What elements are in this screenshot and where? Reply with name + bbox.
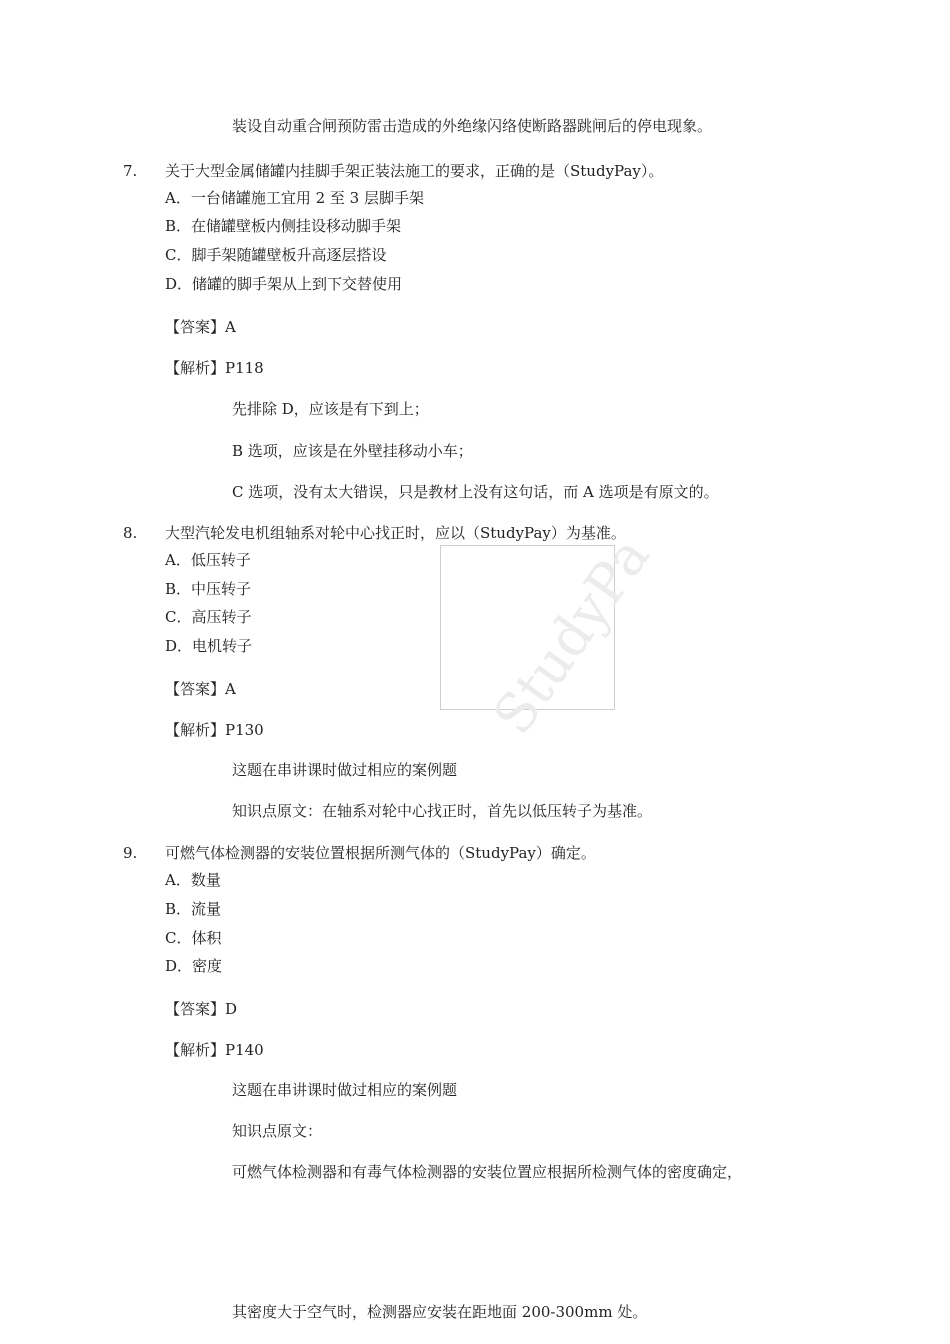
question-8-stem: 大型汽轮发电机组轴系对轮中心找正时，应以（StudyPay）为基准。 [165, 524, 626, 542]
question-9-note-4: 其密度大于空气时，检测器应安装在距地面 200-300mm 处。 [232, 1303, 648, 1321]
question-7-note-1: 先排除 D，应该是有下到上； [232, 400, 429, 418]
question-8-note-2: 知识点原文：在轴系对轮中心找正时，首先以低压转子为基准。 [232, 802, 653, 820]
question-9-number: 9. [123, 844, 138, 862]
question-7-note-2: B 选项，应该是在外壁挂移动小车； [232, 442, 473, 460]
watermark-image [440, 525, 662, 746]
question-7-note-3: C 选项，没有太大错误，只是教材上没有这句话，而 A 选项是有原文的。 [232, 483, 719, 501]
question-7-analysis: 【解析】P118 [165, 359, 264, 377]
question-9-option-a: A．数量 [165, 871, 221, 889]
question-8-analysis: 【解析】P130 [165, 721, 264, 739]
question-8-option-b: B．中压转子 [165, 580, 252, 598]
question-9-note-2: 知识点原文： [232, 1122, 323, 1140]
question-7-option-c: C．脚手架随罐壁板升高逐层搭设 [165, 246, 387, 264]
question-9-stem: 可燃气体检测器的安装位置根据所测气体的（StudyPay）确定。 [165, 844, 596, 862]
question-9-note-1: 这题在串讲课时做过相应的案例题 [232, 1081, 458, 1099]
question-7-option-d: D．储罐的脚手架从上到下交替使用 [165, 275, 403, 293]
question-7-option-b: B．在储罐壁板内侧挂设移动脚手架 [165, 217, 402, 235]
question-9-note-3: 可燃气体检测器和有毒气体检测器的安装位置应根据所检测气体的密度确定， [232, 1163, 743, 1181]
question-9-answer: 【答案】D [165, 1000, 238, 1018]
question-8-option-d: D．电机转子 [165, 637, 253, 655]
question-9-analysis: 【解析】P140 [165, 1041, 264, 1059]
question-8-option-c: C．高压转子 [165, 608, 252, 626]
question-9-option-d: D．密度 [165, 957, 223, 975]
question-9-option-b: B．流量 [165, 900, 222, 918]
question-9-option-c: C．体积 [165, 929, 222, 947]
intro-line: 装设自动重合闸预防雷击造成的外绝缘闪络使断路器跳闸后的停电现象。 [232, 117, 713, 135]
question-8-answer: 【答案】A [165, 680, 236, 698]
watermark-text: StudyPa [481, 525, 662, 746]
question-7-stem: 关于大型金属储罐内挂脚手架正装法施工的要求，正确的是（StudyPay）。 [165, 162, 664, 180]
question-8-note-1: 这题在串讲课时做过相应的案例题 [232, 761, 458, 779]
question-7-option-a: A．一台储罐施工宜用 2 至 3 层脚手架 [165, 189, 424, 207]
question-7-number: 7. [123, 162, 138, 180]
question-8-option-a: A．低压转子 [165, 551, 251, 569]
question-7-answer: 【答案】A [165, 318, 236, 336]
question-8-number: 8. [123, 524, 138, 542]
